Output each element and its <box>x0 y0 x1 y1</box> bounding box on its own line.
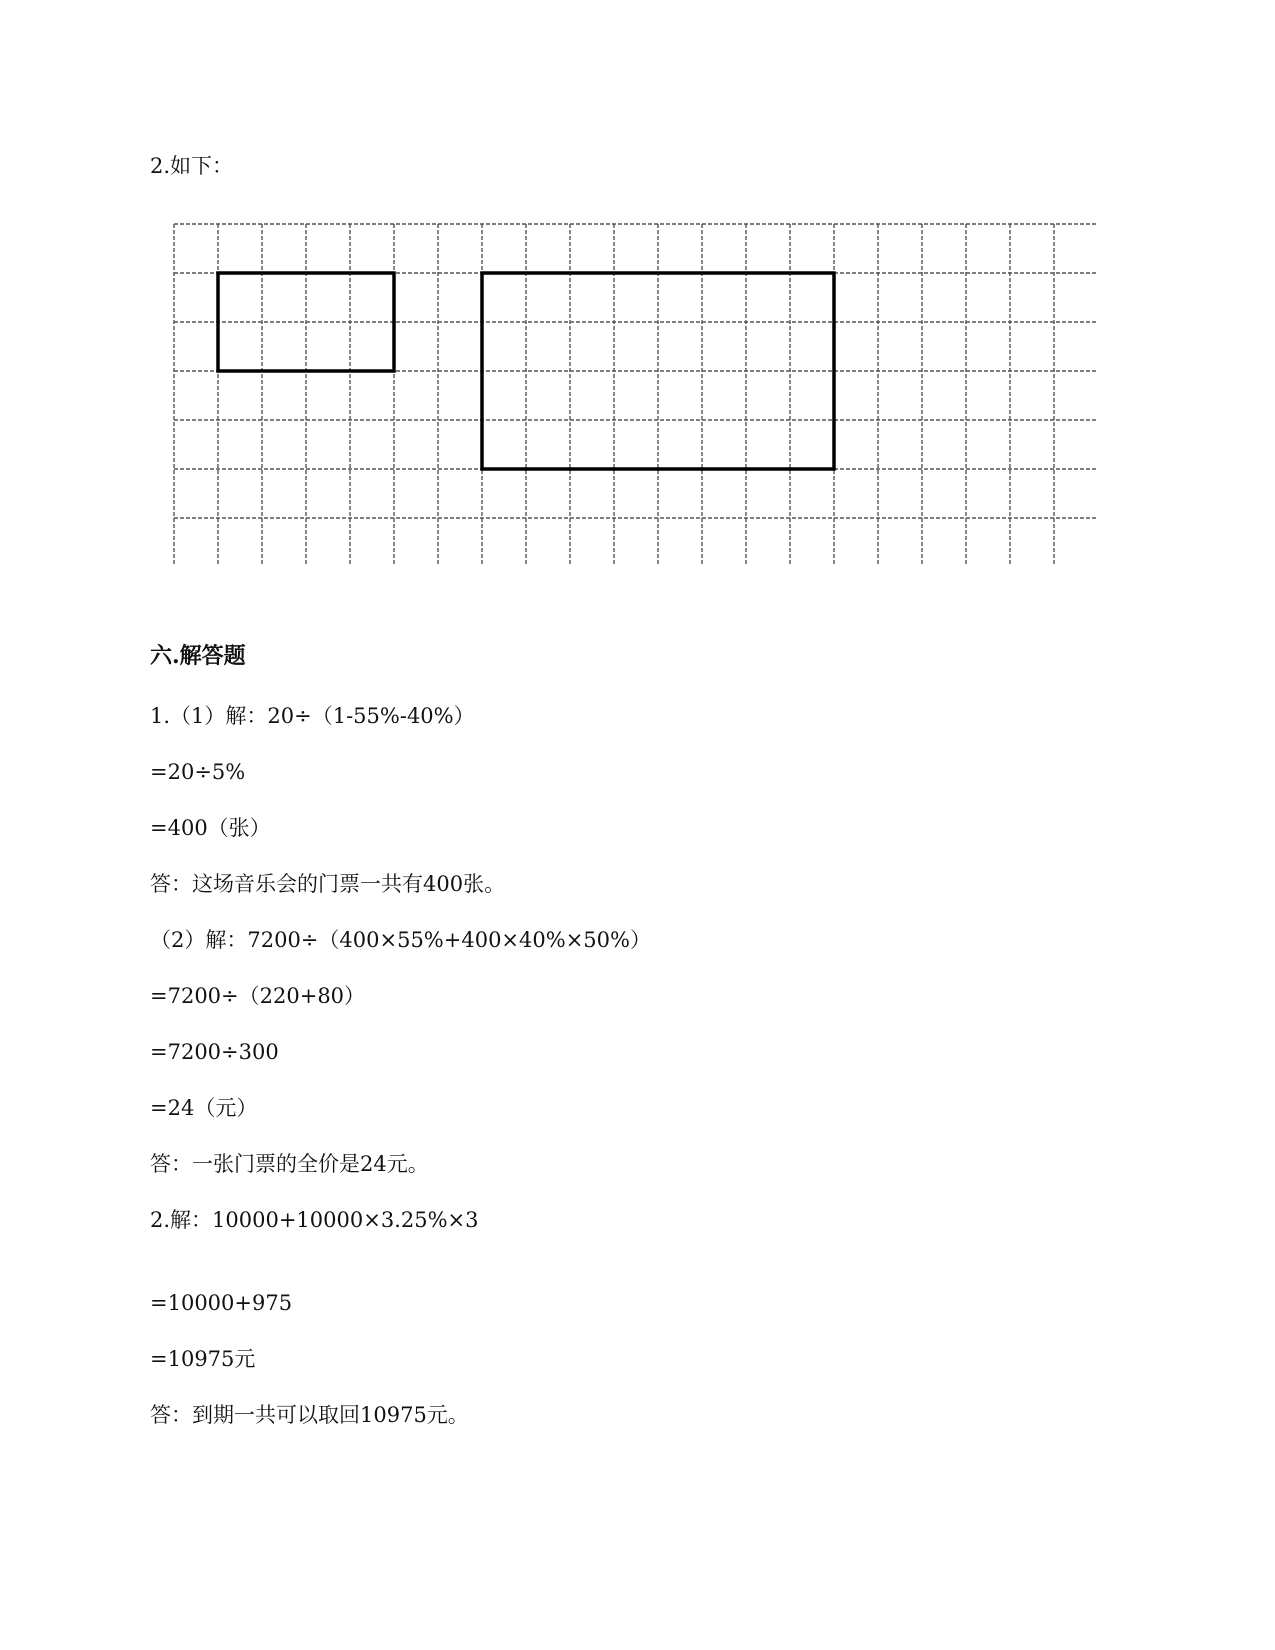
solution-line-2: =20÷5% <box>150 760 246 784</box>
solution-line-4: （2）解：7200÷（400×55%+400×40%×50%） <box>150 928 651 952</box>
solution-line-5: =7200÷（220+80） <box>150 984 366 1008</box>
solution-line-3: =400（张） <box>150 816 271 840</box>
answer-line-2: 答：一张门票的全价是24元。 <box>150 1152 429 1176</box>
answer-intro: 2.如下： <box>150 154 234 178</box>
solution-line-9: =10000+975 <box>150 1291 293 1315</box>
solution-line-6: =7200÷300 <box>150 1040 279 1064</box>
answer-line-3: 答：到期一共可以取回10975元。 <box>150 1403 469 1427</box>
section-title: 六.解答题 <box>150 643 246 669</box>
solution-line-10: =10975元 <box>150 1347 256 1371</box>
grid-figure <box>172 222 1096 566</box>
solution-line-1: 1.（1）解：20÷（1-55%-40%） <box>150 704 475 728</box>
answer-line-1: 答：这场音乐会的门票一共有400张。 <box>150 872 506 896</box>
solution-line-8: 2.解：10000+10000×3.25%×3 <box>150 1208 479 1232</box>
solution-line-7: =24（元） <box>150 1096 258 1120</box>
